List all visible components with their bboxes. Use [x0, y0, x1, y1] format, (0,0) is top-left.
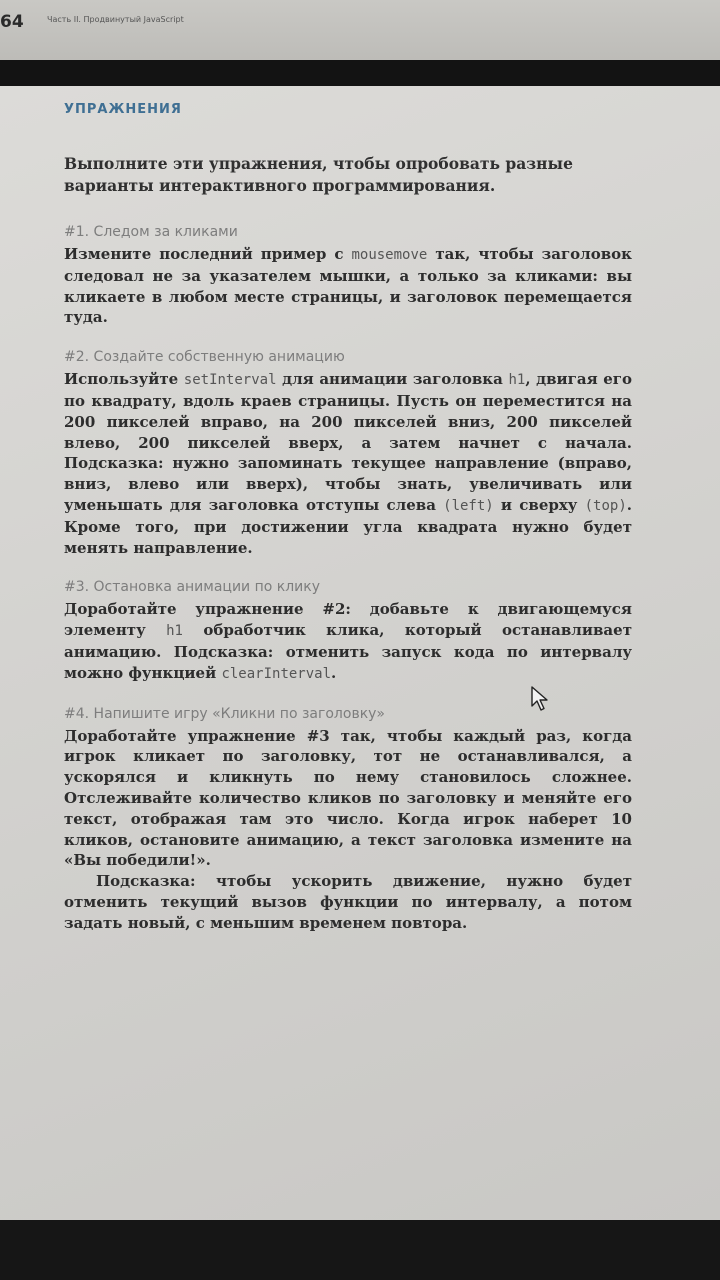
- exercise-heading: #4. Напишите игру «Кликни по заголовку»: [64, 705, 385, 722]
- exercise-body: [64, 726, 632, 872]
- inline-code: (top): [584, 497, 627, 514]
- inline-code: h1: [166, 623, 183, 640]
- page-gap-band: [0, 60, 720, 86]
- intro-paragraph: Выполните эти упражнения, чтобы опробовать разные варианты интерактивного программирования.: [64, 154, 573, 195]
- page-number: 64: [0, 12, 24, 32]
- body-text: Измените последний пример с: [64, 245, 352, 263]
- exercise-3: [64, 578, 632, 684]
- body-text: так, чтобы заголовок следовал не за указателем мышки, а только за кликами: вы кликаете в любом месте страницы, и заголовок перемещается туда.: [64, 245, 633, 327]
- section-title: УПРАЖНЕНИЯ: [64, 102, 182, 117]
- exercise-heading: #3. Остановка анимации по клику: [64, 579, 321, 596]
- running-head: Часть II. Продвинутый JavaScript: [47, 15, 184, 24]
- body-text: . Кроме того, при достижении угла квадрата нужно будет менять направление.: [64, 495, 632, 557]
- exercise-hint: Подсказка: чтобы ускорить движение, нужно будет отменить текущий вызов функции по интервалу, а потом задать новый, с меньшим временем повтора.: [64, 872, 632, 932]
- exercises-content: [64, 102, 632, 954]
- exercise-body: [64, 369, 632, 558]
- body-text: Доработайте упражнение #2: добавьте к двигающемуся элементу: [64, 600, 632, 640]
- previous-page-strip: [0, 0, 720, 60]
- exercise-heading: #2. Создайте собственную анимацию: [64, 349, 345, 366]
- exercise-body: [64, 599, 632, 684]
- arrow-cursor-icon: [530, 686, 552, 712]
- exercise-1: [64, 223, 632, 328]
- body-text: .: [331, 663, 337, 682]
- exercise-4: [64, 705, 632, 934]
- exercise-2: [64, 348, 632, 558]
- body-text: для анимации заголовка: [276, 370, 509, 389]
- inline-code: setInterval: [183, 372, 277, 389]
- body-text: обработчик клика, который останавливает анимацию. Подсказка: отменить запуск кода по интервалу можно функцией: [64, 621, 632, 682]
- body-text: , двигая его по квадрату, вдоль краев страницы. Пусть он переместится на 200 пикселей вправо, на 200 пикселей вниз, 200 пикселей влево, 200 пикселей вверх, а затем начнет с начала. Подсказка: нужно запоминать текущее направление (вправо, вниз, влево или вверх), чтобы знать, увеличивать или уменьшать для заголовка отступы слева: [64, 370, 632, 514]
- exercise-heading: #1. Следом за кликами: [64, 224, 238, 240]
- inline-code: h1: [508, 372, 526, 389]
- desk-bottom-band: [0, 1220, 720, 1280]
- body-text: Доработайте упражнение #3 так, чтобы каждый раз, когда игрок кликает по заголовку, тот не останавливался, а ускорялся и кликнуть по нему становилось сложнее. Отслеживайте количество кликов по заголовку и меняйте его текст, отображая там это число. Когда игрок наберет 10 кликов, остановите анимацию, а текст заголовка измените на «Вы победили!».: [64, 726, 632, 870]
- inline-code: mousemove: [351, 247, 428, 263]
- body-text: и сверху: [493, 495, 585, 514]
- inline-code: (left): [443, 497, 494, 514]
- body-text: Используйте: [64, 370, 184, 389]
- inline-code: clearInterval: [221, 665, 332, 682]
- exercise-body: [64, 244, 632, 328]
